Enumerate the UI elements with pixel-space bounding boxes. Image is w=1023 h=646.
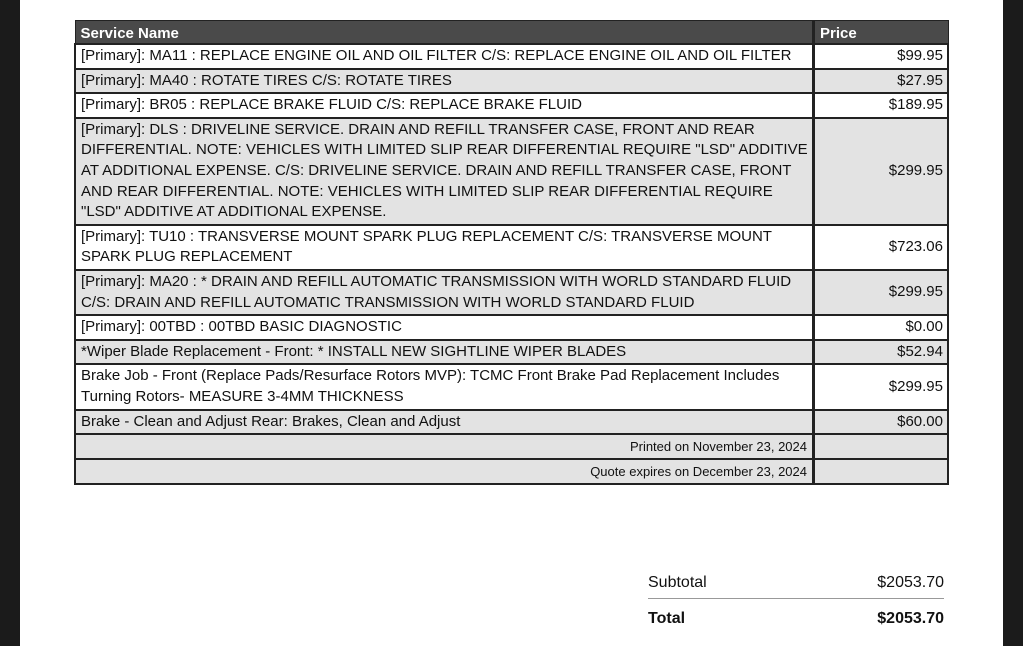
price-cell: $723.06 bbox=[814, 225, 949, 270]
price-cell: $0.00 bbox=[814, 315, 949, 340]
service-cell: [Primary]: MA20 : * DRAIN AND REFILL AUTOMATIC TRANSMISSION WITH WORLD STANDARD FLUID C/S: DRAIN AND REFILL AUTOMATIC TRANSMISSION WITH WORLD STANDARD FLUID bbox=[75, 270, 814, 315]
service-cell: [Primary]: 00TBD : 00TBD BASIC DIAGNOSTIC bbox=[75, 315, 814, 340]
price-cell: $189.95 bbox=[814, 93, 949, 118]
table-row bbox=[75, 225, 948, 270]
subtotal-label: Subtotal bbox=[648, 574, 707, 591]
printed-on-text: Printed on November 23, 2024 bbox=[75, 434, 814, 459]
service-cell: [Primary]: MA40 : ROTATE TIRES C/S: ROTATE TIRES bbox=[75, 69, 814, 94]
printed-on-empty-cell bbox=[814, 434, 949, 459]
subtotal-row bbox=[648, 570, 944, 599]
table-row bbox=[75, 69, 948, 94]
table-row bbox=[75, 340, 948, 365]
service-cell: Brake Job - Front (Replace Pads/Resurface Rotors MVP): TCMC Front Brake Pad Replacement Includes Turning Rotors- MEASURE 3-4MM THICKNESS bbox=[75, 364, 814, 409]
table-row bbox=[75, 118, 948, 225]
total-value: $2053.70 bbox=[877, 610, 944, 627]
table-row bbox=[75, 44, 948, 69]
service-cell: *Wiper Blade Replacement - Front: * INSTALL NEW SIGHTLINE WIPER BLADES bbox=[75, 340, 814, 365]
service-cell: Brake - Clean and Adjust Rear: Brakes, Clean and Adjust bbox=[75, 410, 814, 435]
price-cell: $299.95 bbox=[814, 118, 949, 225]
price-cell: $299.95 bbox=[814, 270, 949, 315]
quote-expires-text: Quote expires on December 23, 2024 bbox=[75, 459, 814, 484]
service-cell: [Primary]: DLS : DRIVELINE SERVICE. DRAIN AND REFILL TRANSFER CASE, FRONT AND REAR DIFFERENTIAL. NOTE: VEHICLES WITH LIMITED SLIP REAR DIFFERENTIAL REQUIRE "LSD" ADDITIVE AT ADDITIONAL EXPENSE. C/S: DRIVELINE SERVICE. DRAIN AND REFILL TRANSFER CASE, FRONT AND REAR DIFFERENTIAL. NOTE: VEHICLES WITH LIMITED SLIP REAR DIFFERENTIAL REQUIRE "LSD" ADDITIVE AT ADDITIONAL EXPENSE. bbox=[75, 118, 814, 225]
total-label: Total bbox=[648, 610, 686, 627]
quote-page bbox=[20, 0, 1003, 646]
price-cell: $52.94 bbox=[814, 340, 949, 365]
service-name-header: Service Name bbox=[75, 21, 814, 45]
table-row bbox=[75, 364, 948, 409]
totals-section bbox=[648, 570, 944, 634]
price-header: Price bbox=[814, 21, 949, 45]
service-cell: [Primary]: BR05 : REPLACE BRAKE FLUID C/S: REPLACE BRAKE FLUID bbox=[75, 93, 814, 118]
table-row bbox=[75, 410, 948, 435]
quote-expires-row bbox=[75, 459, 948, 484]
subtotal-value: $2053.70 bbox=[877, 574, 944, 591]
price-cell: $27.95 bbox=[814, 69, 949, 94]
service-table bbox=[74, 20, 949, 485]
total-row bbox=[648, 604, 944, 634]
printed-on-row bbox=[75, 434, 948, 459]
table-row bbox=[75, 315, 948, 340]
price-cell: $99.95 bbox=[814, 44, 949, 69]
table-row bbox=[75, 93, 948, 118]
table-header-row bbox=[75, 21, 948, 45]
service-cell: [Primary]: TU10 : TRANSVERSE MOUNT SPARK PLUG REPLACEMENT C/S: TRANSVERSE MOUNT SPARK PLUG REPLACEMENT bbox=[75, 225, 814, 270]
price-cell: $60.00 bbox=[814, 410, 949, 435]
service-cell: [Primary]: MA11 : REPLACE ENGINE OIL AND OIL FILTER C/S: REPLACE ENGINE OIL AND OIL FILTER bbox=[75, 44, 814, 69]
table-row bbox=[75, 270, 948, 315]
quote-expires-empty-cell bbox=[814, 459, 949, 484]
price-cell: $299.95 bbox=[814, 364, 949, 409]
